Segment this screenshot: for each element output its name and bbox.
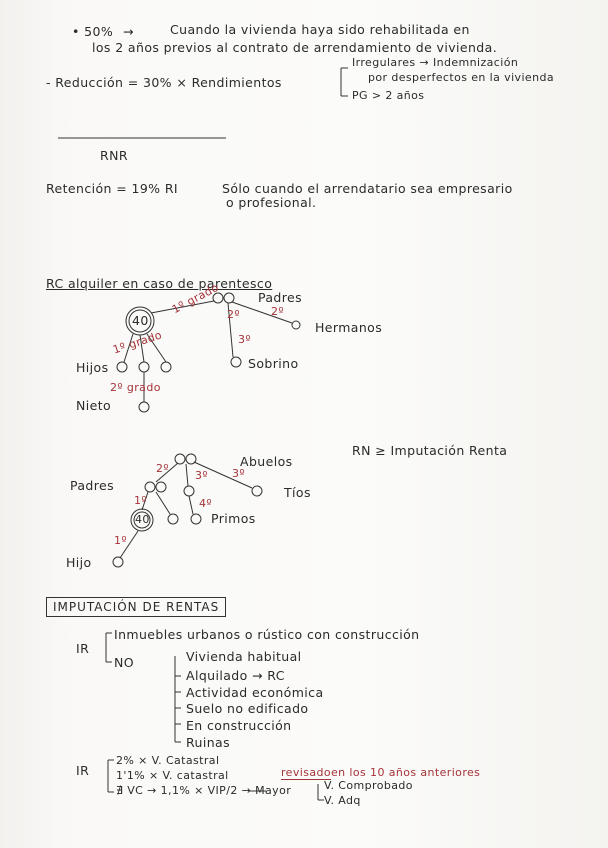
arrow: → — [123, 24, 134, 39]
deg-1b: 1º — [114, 534, 127, 547]
rnr-title: RNR — [100, 148, 128, 163]
grado-1-top: 1º grado — [169, 280, 221, 317]
deg-1a: 1º — [134, 494, 147, 507]
deg-4: 4º — [199, 497, 212, 510]
pg-2-anos: PG > 2 años — [352, 89, 425, 102]
ir-label-2: IR — [76, 763, 90, 778]
irregulares: Irregulares → Indemnización — [352, 56, 519, 69]
item-4: En construcción — [186, 718, 292, 733]
deg-2a: 2º — [227, 308, 240, 321]
rn-imputacion: RN ≥ Imputación Renta — [352, 443, 508, 458]
bullet-50: • 50% — [72, 24, 114, 39]
comprobado: V. Comprobado — [324, 779, 413, 792]
deg-2b: 2º — [271, 305, 284, 318]
line-2: los 2 años previos al contrato de arrendamiento de vivienda. — [92, 40, 498, 55]
node-40-b: 40 — [135, 513, 150, 526]
solo-cuando: Sólo cuando el arrendatario sea empresario — [222, 181, 513, 196]
hermanos: Hermanos — [315, 320, 383, 335]
no-label: NO — [114, 655, 134, 670]
deg-3b: 3º — [232, 467, 245, 480]
node-40-a: 40 — [132, 313, 149, 328]
retencion: Retención = 19% RI — [46, 181, 178, 196]
ir-label-1: IR — [76, 641, 90, 656]
inmuebles: Inmuebles urbanos o rústico con construcción — [114, 627, 420, 642]
grado-1-left: 1º grado — [111, 328, 164, 357]
grado-2: 2º grado — [110, 381, 161, 394]
deg-3: 3º — [238, 333, 251, 346]
tios: Tíos — [284, 485, 311, 500]
v-adq: V. Adq — [324, 794, 361, 807]
abuelos: Abuelos — [240, 454, 293, 469]
item-2: Actividad económica — [186, 685, 324, 700]
primos: Primos — [211, 511, 256, 526]
deg-2: 2º — [156, 462, 169, 475]
item-5: Ruinas — [186, 735, 231, 750]
anteriores: en los 10 años anteriores — [331, 766, 481, 779]
desperfectos: por desperfectos en la vivienda — [368, 71, 554, 84]
item-3: Suelo no edificado — [186, 701, 309, 716]
hijos: Hijos — [76, 360, 109, 375]
pct-2: 2% × V. Catastral — [116, 754, 220, 767]
line-1: Cuando la vivienda haya sido rehabilitada en — [170, 22, 470, 37]
rc-heading: RC alquiler en caso de parentesco — [46, 276, 273, 291]
deg-3a: 3º — [195, 469, 208, 482]
pct-11: 1'1% × V. catastral — [116, 769, 229, 782]
padres-2: Padres — [70, 478, 115, 493]
sobrino: Sobrino — [248, 356, 299, 371]
reduccion: - Reducción = 30% × Rendimientos — [46, 75, 282, 90]
nieto: Nieto — [76, 398, 112, 413]
item-0: Vivienda habitual — [186, 649, 302, 664]
hijo: Hijo — [66, 555, 92, 570]
profesional: o profesional. — [226, 195, 317, 210]
item-1: Alquilado → RC — [186, 668, 285, 683]
revisado: revisado — [281, 766, 331, 779]
imputacion-heading: IMPUTACIÓN DE RENTAS — [46, 597, 226, 617]
no-vc: ∄ VC → 1,1% × VIP/2 → Mayor — [116, 784, 292, 797]
padres-1: Padres — [258, 290, 303, 305]
